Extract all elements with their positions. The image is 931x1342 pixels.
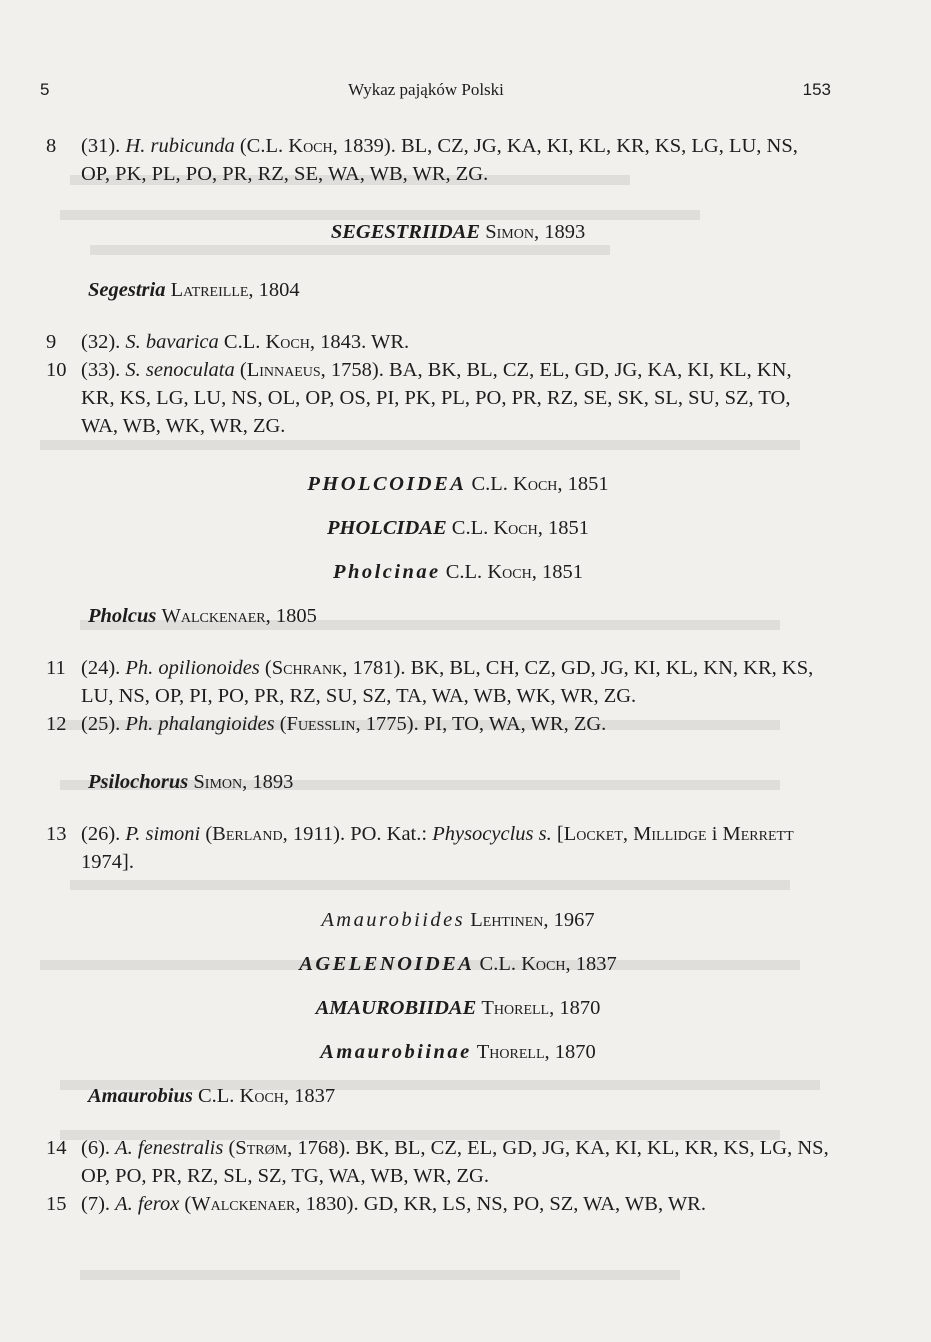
species-entry-8: 8 (31). H. rubicunda (C.L. Koch, 1839). BL, CZ, JG, KA, KI, KL, KR, KS, LG, LU, NS, OP, PK, PL, PO, PR, RZ, SE, WA, WB, WR, ZG. xyxy=(46,135,798,185)
family-heading-amaurobiidae: AMAUROBIIDAE Thorell, 1870 xyxy=(315,997,601,1019)
subfamily-heading-amaurobiinae: Amaurobiinae Thorell, 1870 xyxy=(320,1041,596,1063)
subfamily-heading-pholcinae: Pholcinae C.L. Koch, 1851 xyxy=(333,561,583,583)
species-entry-13: 13 (26). P. simoni (Berland, 1911). PO. Kat.: Physocyclus s. [Locket, Millidge i Merrett 1974]. xyxy=(46,823,794,873)
genus-heading-segestria: Segestria Latreille, 1804 xyxy=(88,279,300,301)
species-entry-14: 14 (6). A. fenestralis (Strøm, 1768). BK, BL, CZ, EL, GD, JG, KA, KI, KL, KR, KS, LG, NS, OP, PO, PR, RZ, SL, SZ, TG, WA, WB, WR, ZG. xyxy=(46,1137,829,1187)
species-list xyxy=(46,132,830,1218)
header-left: 5 xyxy=(40,80,50,99)
genus-heading-psilochorus: Psilochorus Simon, 1893 xyxy=(88,771,294,793)
group-heading-amaurobiides: Amaurobiides Lehtinen, 1967 xyxy=(321,909,595,931)
family-heading-segestriidae: SEGESTRIIDAE Simon, 1893 xyxy=(330,221,586,243)
species-entry-11: 11 (24). Ph. opilionoides (Schrank, 1781). BK, BL, CH, CZ, GD, JG, KI, KL, KN, KR, KS, LU, NS, OP, PI, PO, PR, RZ, SU, SZ, TA, WA, WB, WK, WR, ZG. xyxy=(46,657,814,707)
species-entry-12: 12 (25). Ph. phalangioides (Fuesslin, 1775). PI, TO, WA, WR, ZG. xyxy=(46,713,607,735)
running-header xyxy=(40,80,831,100)
header-title: Wykaz pająków Polski xyxy=(348,80,504,99)
superfamily-heading-agelenoidea: AGELENOIDEA C.L. Koch, 1837 xyxy=(299,953,617,975)
genus-heading-amaurobius: Amaurobius C.L. Koch, 1837 xyxy=(88,1085,336,1107)
species-entry-9: 9 (32). S. bavarica C.L. Koch, 1843. WR. xyxy=(46,331,410,353)
superfamily-heading-pholcoidea: PHOLCOIDEA C.L. Koch, 1851 xyxy=(307,473,609,495)
page-number: 153 xyxy=(802,80,831,99)
species-entry-15: 15 (7). A. ferox (Walckenaer, 1830). GD, KR, LS, NS, PO, SZ, WA, WB, WR. xyxy=(46,1193,706,1215)
family-heading-pholcidae: PHOLCIDAE C.L. Koch, 1851 xyxy=(327,517,589,539)
genus-heading-pholcus: Pholcus Walckenaer, 1805 xyxy=(88,605,317,627)
species-entry-10: 10 (33). S. senoculata (Linnaeus, 1758). BA, BK, BL, CZ, EL, GD, JG, KA, KI, KL, KN, KR, KS, LG, LU, NS, OL, OP, OS, PI, PK, PL, PO, PR, RZ, SE, SK, SL, SU, SZ, TO, WA, WB, WK, WR, ZG. xyxy=(46,359,792,437)
